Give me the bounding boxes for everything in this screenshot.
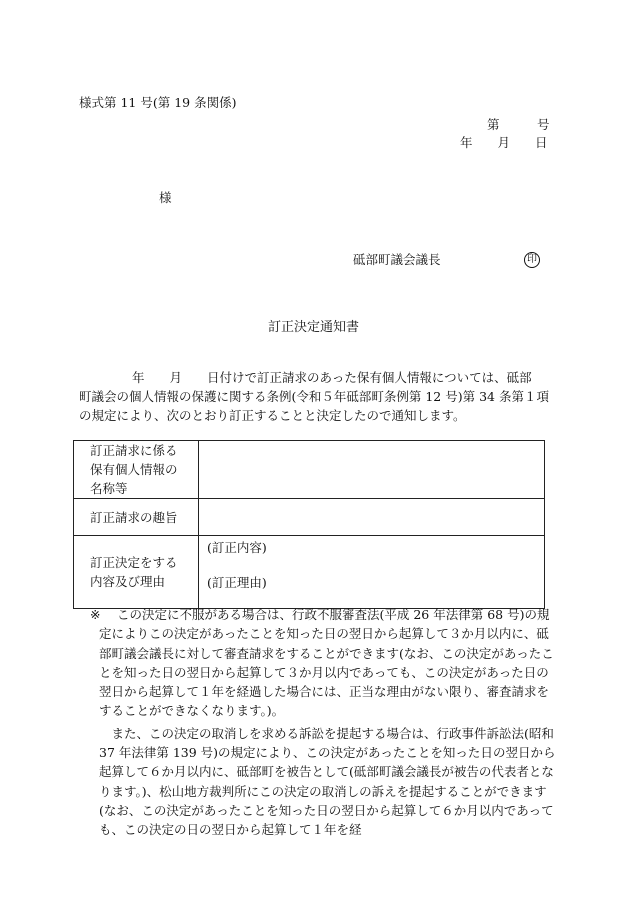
row-label-target-info <box>74 441 199 499</box>
table-row <box>74 499 545 536</box>
row1-label: 訂正請求に係る保有個人情報の名称等 <box>90 443 178 496</box>
seal-mark <box>524 250 540 268</box>
row3-value-cell[interactable] <box>199 536 545 609</box>
intro-rest: 町議会の個人情報の保護に関する条例(令和５年砥部町条例第 12 号)第 34 条第１項の規定により、次のとおり訂正することと決定したので通知します。 <box>79 389 549 423</box>
row-label-decision-content <box>74 536 199 609</box>
document-number: 第 号 <box>487 117 550 132</box>
document-title: 訂正決定通知書 <box>268 320 360 335</box>
issue-date: 年 月 日 <box>460 135 548 150</box>
correction-reason-label: (訂正理由) <box>207 575 267 590</box>
intro-line-1: 年 月 日付けで訂正請求のあった保有個人情報については、砥部 <box>107 370 532 385</box>
note-paragraph-1: この決定に不服がある場合は、行政不服審査法(平成 26 年法律第 68 号)の規定によりこの決定があったことを知った日の翌日から起算して３か月以内に、砥部町議会議長に対して審査請求をすることができます(なお、この決定があったことを知った日の翌日から起算して３か月以内であっても、この決定があった日の翌日から起算して１年を経過した場合には、正当な理由がない限り、審査請求をすることができなくなります。)。 <box>99 607 554 719</box>
row-label-request-purpose: 訂正請求の趣旨 <box>74 499 199 536</box>
table-row <box>74 441 545 499</box>
row3-label: 訂正決定をする内容及び理由 <box>90 555 178 589</box>
table-row <box>74 536 545 609</box>
sender-title: 砥部町議会議長 <box>353 252 441 267</box>
correction-content-label: (訂正内容) <box>207 540 267 555</box>
note-mark: ※ <box>90 607 101 622</box>
row1-value-cell[interactable] <box>199 441 545 499</box>
note-paragraph-2: また、この決定の取消しを求める訴訟を提起する場合は、行政事件訴訟法(昭和 37 年法律第 139 号)の規定により、この決定があったことを知った日の翌日から起算して６か月以内に、砥部町を被告として(砥部町議会議長が被告の代表者となります。)、松山地方裁判所にこの決定の取消しの訴えを提起することができます(なお、この決定があったことを知った日の翌日から起算して６か月以内であっても、この決定の日の翌日から起算して１年を経 <box>99 725 556 838</box>
seal-icon: 印 <box>524 252 540 268</box>
appeal-note <box>90 605 556 840</box>
correction-table <box>73 440 545 609</box>
recipient-honorific: 様 <box>159 190 172 205</box>
row2-value-cell[interactable] <box>199 499 545 536</box>
intro-paragraph <box>79 368 557 425</box>
form-number: 様式第 11 号(第 19 条関係) <box>79 95 237 110</box>
